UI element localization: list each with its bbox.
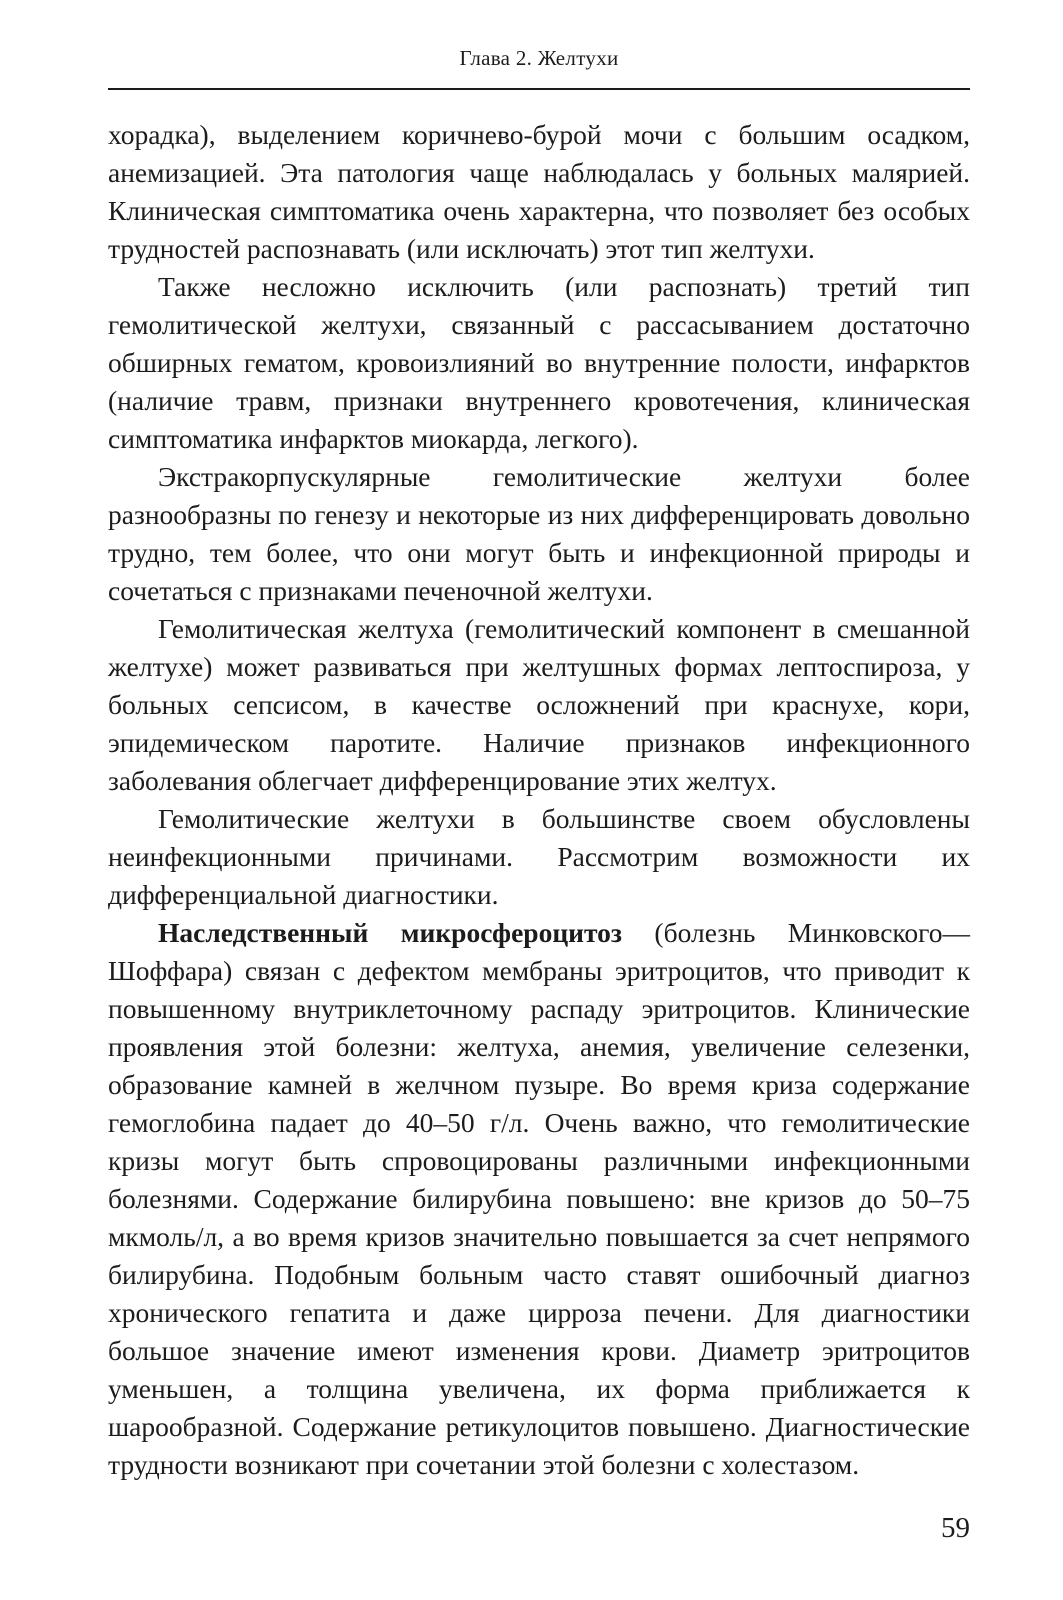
paragraph-microspherocytosis-text: (болезнь Минковского—Шоффара) связан с дефектом мембраны эритроцитов, что приводит к повышенному внутриклеточному распаду эритроцитов. Клинические проявления этой болезни: желтуха, анемия, увеличение селезенки, образование камней в желчном пузыре. Во время криза содержание гемоглобина падает до 40–50 г/л. Очень важно, что гемолитические кризы могут быть спровоцированы различными инфекционными болезнями. Содержание билирубина повышено: вне кризов до 50–75 мкмоль/л, а во время кризов значительно повышается за счет непрямого билирубина. Подобным больным часто ставят ошибочный диагноз хронического гепатита и даже цирроза печени. Для диагностики большое значение имеют изменения крови. Диаметр эритроцитов уменьшен, а толщина увеличена, их форма приближается к шарообразной. Содержание ретикулоцитов повышено. Диагностические трудности возникают при сочетании этой болезни с холестазом. <box>108 917 970 1480</box>
paragraph-continuation: хорадка), выделением коричнево-бурой мочи с большим осадком, анемизацией. Эта патология чаще наблюдалась у больных малярией. Клиническая симптоматика очень характерна, что позволяет без особых трудностей распознавать (или исключать) этот тип желтухи. <box>108 119 970 264</box>
paragraph-microspherocytosis <box>108 914 970 1484</box>
running-head: Глава 2. Желтухи <box>459 46 619 70</box>
body-text <box>108 116 970 1484</box>
paragraph-noninfectious-causes: Гемолитические желтухи в большинстве своем обусловлены неинфекционными причинами. Рассмотрим возможности их дифференциальной диагностики. <box>108 803 970 910</box>
paragraph-mixed-jaundice: Гемолитическая желтуха (гемолитический компонент в смешанной желтухе) может развиваться при желтушных формах лептоспироза, у больных сепсисом, в качестве осложнений при краснухе, кори, эпидемическом паротите. Наличие признаков инфекционного заболевания облегчает дифференцирование этих желтух. <box>108 613 970 796</box>
header-rule <box>108 88 970 90</box>
paragraph-third-type-hemolytic: Также несложно исключить (или распознать) третий тип гемолитической желтухи, связанный с рассасыванием достаточно обширных гематом, кровоизлияний во внутренние полости, инфарктов (наличие травм, признаки внутреннего кровотечения, клиническая симптоматика инфарктов миокарда, легкого). <box>108 271 970 454</box>
term-microspherocytosis: Наследственный микросфероцитоз <box>158 917 622 948</box>
page-number: 59 <box>941 1512 970 1544</box>
paragraph-extracorpuscular: Экстракорпускулярные гемолитические желтухи более разнообразны по генезу и некоторые из них дифференцировать довольно трудно, тем более, что они могут быть и инфекционной природы и сочетаться с признаками печеночной желтухи. <box>108 461 970 606</box>
